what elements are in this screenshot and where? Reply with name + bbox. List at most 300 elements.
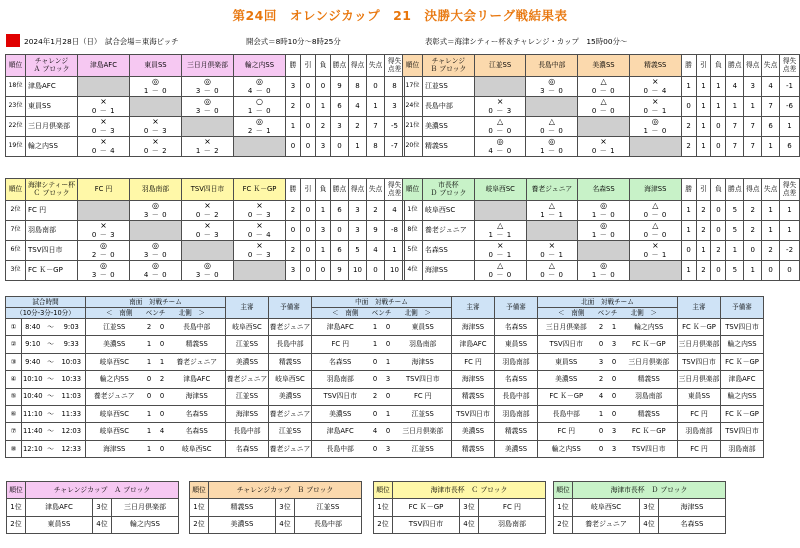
result-cell [474,137,526,157]
court-header: 中面 対戦チーム [312,297,452,308]
final-rank: 4位 [93,516,112,534]
team-stat: 0 [711,137,726,157]
result-cell [526,77,578,97]
stat-header: 得点 [349,55,367,77]
team-stat: 4 [385,201,405,221]
home-score: 2 [143,319,156,336]
reserve-referee: TSV四日市 [721,423,764,440]
match-number: ⑤ [6,388,22,405]
match-tilde: ～ [44,319,58,336]
result-mark: ◎ [600,201,608,210]
team-stat: 1 [696,241,711,261]
match-end: 12:33 [58,440,86,457]
result-score: 0 － 1 [643,107,667,115]
team-stat: 3 [331,117,349,137]
schedule-row [6,423,764,440]
reserve-referee: 羽島南部 [495,405,538,422]
team-stat: 0 [331,221,349,241]
final-rank: 3位 [276,499,295,517]
team-stat: 1 [316,201,331,221]
block-name-line: チャレンジ [34,57,69,66]
self-cell [130,221,182,241]
home-team: 津島AFC [312,423,369,440]
away-team: 精義SS [169,336,226,353]
home-score: 0 [595,336,608,353]
team-header: 岐阜西SC [474,179,526,201]
final-team: 津島AFC [26,499,93,517]
result-cell [78,117,130,137]
result-cell [78,261,130,281]
home-team: 美濃SS [86,336,143,353]
final-team: 長島中部 [295,516,362,534]
team-rank: 23位 [6,97,26,117]
result-cell [130,261,182,281]
team-stat: 2 [744,201,762,221]
result-mark: ◎ [204,261,211,270]
team-stat: 1 [681,261,696,281]
home-team: 輪之内SS [86,371,143,388]
reserve-referee: 羽島南部 [721,440,764,457]
result-cell [182,201,234,221]
league-table [402,54,800,157]
team-name: 東員SS [26,97,78,117]
match-number: ⑧ [6,440,22,457]
match-start: 8:40 [22,319,44,336]
away-score: 0 [382,423,395,440]
team-stat: 5 [726,221,744,241]
away-team: 三日月倶楽部 [395,423,452,440]
team-stat: 1 [681,201,696,221]
team-name: 名森SS [422,241,474,261]
team-name: 輪之内SS [26,137,78,157]
away-team: 三日月倶楽部 [621,353,678,370]
result-mark: ◎ [256,77,263,86]
match-end: 12:03 [58,423,86,440]
team-stat: 5 [726,261,744,281]
final-rank: 2位 [7,516,26,534]
away-team: 輪之内SS [621,319,678,336]
home-score: 0 [369,353,382,370]
team-stat: 0 [744,241,762,261]
reserve-referee: 養老ジュニア [269,440,312,457]
home-team: 名森SS [312,353,369,370]
match-tilde: ～ [44,371,58,388]
corner-label: 順位 [6,55,26,77]
league-row [6,261,405,281]
result-mark: × [548,241,556,250]
team-stat: 6 [780,137,800,157]
team-rank: 20位 [403,137,423,157]
result-score: 0 － 0 [591,107,616,115]
final-team: 海津SS [659,499,726,517]
result-score: 0 － 3 [91,127,116,135]
result-mark: ◎ [651,117,659,126]
team-stat: 2 [286,241,301,261]
result-mark: △ [548,201,555,210]
result-score: 1 － 0 [591,271,616,279]
team-stat: 0 [301,97,316,117]
reserve-referee: 長島中部 [495,388,538,405]
team-name: FC 円 [26,201,78,221]
stat-header: 得失点差 [780,55,800,77]
stat-header: 勝点 [726,55,744,77]
reserve-referee: 美濃SS [495,440,538,457]
result-mark: ◎ [152,77,159,86]
team-stat: 8 [349,77,367,97]
result-mark: ◎ [256,117,263,126]
result-score: 0 － 1 [643,251,667,259]
schedule-row [6,371,764,388]
team-stat: 1 [681,221,696,241]
result-cell [629,241,681,261]
match-end: 9:03 [58,319,86,336]
result-cell [629,117,681,137]
result-cell [234,221,286,241]
final-rank: 2位 [374,516,393,534]
result-score: 0 － 4 [643,87,667,95]
team-stat: 3 [744,77,762,97]
home-team: TSV四日市 [312,388,369,405]
self-cell [182,241,234,261]
reserve-referee: 江並SS [269,423,312,440]
reserve-referee: 長島中部 [269,336,312,353]
red-marker [6,34,20,47]
team-stat: 3 [316,221,331,241]
league-row [6,137,405,157]
away-score: 0 [156,336,169,353]
team-stat: 9 [331,77,349,97]
home-team: 岐阜西SC [86,423,143,440]
final-row [7,499,179,517]
away-team: 海津SS [395,353,452,370]
stat-header: 引 [301,179,316,201]
team-name: FC Ｋ－GP [26,261,78,281]
team-header: 東員SS [130,55,182,77]
result-cell [526,201,578,221]
reserve-referee: 名森SS [495,371,538,388]
final-rank: 3位 [640,499,659,517]
final-row [554,516,726,534]
team-stat: 9 [367,221,385,241]
result-mark: × [204,201,211,210]
team-stat: 2 [286,97,301,117]
home-score: 0 [143,388,156,405]
team-stat: 0 [316,261,331,281]
result-score: 1 － 0 [143,87,168,95]
result-mark: △ [548,261,555,270]
result-mark: △ [652,201,659,210]
result-cell [578,261,630,281]
team-stat: 8 [385,77,405,97]
final-team: FC 円 [479,499,546,517]
result-mark: × [496,241,504,250]
team-stat: -6 [780,97,800,117]
home-score: 1 [369,319,382,336]
league-row [6,97,405,117]
reserve-referee: TSV四日市 [721,319,764,336]
result-cell [78,241,130,261]
team-header: 長島中部 [526,55,578,77]
away-team: 江並SS [395,440,452,457]
team-header: 美濃SS [578,55,630,77]
match-start: 9:10 [22,336,44,353]
reserve-referee: 精義SS [495,423,538,440]
home-team: 江並SS [86,319,143,336]
self-cell [234,261,286,281]
home-score: 1 [143,405,156,422]
final-block-title: 海津市長杯 Ｃ ブロック [393,482,546,499]
team-stat: 0 [286,137,301,157]
team-stat: 3 [349,221,367,241]
result-cell [474,97,526,117]
result-score: 2 － 0 [91,251,116,259]
result-score: 4 － 0 [143,271,168,279]
team-header: 江並SS [474,55,526,77]
result-mark: × [651,97,659,106]
team-stat: 1 [385,241,405,261]
league-table [402,178,800,281]
away-score: 0 [156,440,169,457]
team-stat: 3 [316,137,331,157]
match-start: 10:40 [22,388,44,405]
referee: 羽島南部 [678,423,721,440]
stat-header: 失点 [762,179,780,201]
corner-label: 順位 [7,482,26,499]
team-rank: 18位 [6,77,26,97]
team-name: 養老ジュニア [422,221,474,241]
team-stat: 1 [696,77,711,97]
team-stat: 1 [367,97,385,117]
stat-header: 失点 [762,55,780,77]
page-title: 第24回 オレンジカップ 21 決勝大会リーグ戦結果表 [232,8,568,23]
corner-label: 順位 [6,179,26,201]
block-name-line: 海津シティー杯 [27,181,76,190]
match-end: 9:33 [58,336,86,353]
final-rank: 2位 [190,516,209,534]
league-row [403,221,800,241]
corner-label: 順位 [554,482,573,499]
referee: TSV四日市 [452,405,495,422]
team-stat: 0 [367,261,385,281]
team-stat: 0 [301,241,316,261]
home-score: 2 [595,319,608,336]
team-stat: 6 [331,241,349,261]
league-table [5,178,405,281]
result-score: 0 － 1 [540,251,564,259]
away-score: 0 [608,388,621,405]
team-stat: 0 [681,241,696,261]
block-name [422,179,474,201]
final-rank: 4位 [460,516,479,534]
away-score: 3 [382,371,395,388]
final-team: 輪之内SS [112,516,179,534]
team-stat: 1 [681,77,696,97]
result-score: 0 － 3 [488,107,512,115]
result-cell [182,137,234,157]
away-score: 0 [608,371,621,388]
home-score: 0 [595,423,608,440]
final-rank: 3位 [460,499,479,517]
reserve-header: 予備審 [721,297,764,319]
team-name: 精義SS [422,137,474,157]
team-rank: 21位 [403,117,423,137]
final-rank: 3位 [93,499,112,517]
away-score: 0 [156,388,169,405]
block-name-line: チャレンジ [431,57,466,66]
reserve-referee: 東員SS [495,336,538,353]
team-name: 長島中部 [422,97,474,117]
reserve-referee: FC Ｋ－GP [721,353,764,370]
league-row [6,201,405,221]
court-header: 北面 対戦チーム [538,297,678,308]
team-stat: 1 [780,117,800,137]
home-score: 1 [143,440,156,457]
result-cell [234,201,286,221]
team-header: TSV四日市 [182,179,234,201]
reserve-referee: 名森SS [495,319,538,336]
league-table [5,54,405,157]
final-rank: 4位 [640,516,659,534]
away-team: 江並SS [395,405,452,422]
team-stat: 0 [711,221,726,241]
home-team: 海津SS [86,440,143,457]
final-rank: 2位 [554,516,573,534]
result-mark: × [152,117,159,126]
team-stat: 4 [762,77,780,97]
result-score: 4 － 0 [247,87,272,95]
league-row [403,201,800,221]
result-cell [234,117,286,137]
result-mark: × [256,201,263,210]
team-stat: 0 [780,261,800,281]
reserve-referee: 津島AFC [721,371,764,388]
team-stat: 1 [696,117,711,137]
match-number: ⑦ [6,423,22,440]
stat-header: 得失点差 [385,55,405,77]
final-block-title: チャレンジカップ Ｂ ブロック [209,482,362,499]
team-stat: 1 [349,137,367,157]
away-team: 名森SS [169,405,226,422]
result-cell [578,201,630,221]
date-venue: 2024年1月28日（日） 試合会場＝東海ピッチ [24,37,179,46]
result-cell [474,221,526,241]
result-mark: △ [600,97,607,106]
team-name: TSV四日市 [26,241,78,261]
result-score: 1 － 0 [591,211,616,219]
stat-header: 負 [711,179,726,201]
result-score: 0 － 0 [488,127,512,135]
team-stat: 1 [780,201,800,221]
result-score: 0 － 0 [591,87,616,95]
final-standings-table [6,481,179,534]
team-stat: 0 [301,117,316,137]
team-stat: 6 [331,201,349,221]
match-tilde: ～ [44,353,58,370]
corner-label: 順位 [374,482,393,499]
final-team: 岐阜西SC [573,499,640,517]
final-standings-table [189,481,362,534]
team-rank: 6位 [6,241,26,261]
result-mark: ○ [256,97,263,106]
match-tilde: ～ [44,388,58,405]
league-row [403,77,800,97]
referee: 美濃SS [452,423,495,440]
self-cell [578,117,630,137]
result-cell [474,261,526,281]
result-score: 0 － 2 [143,147,168,155]
referee: 江並SS [226,388,269,405]
match-start: 12:10 [22,440,44,457]
team-stat: 1 [696,97,711,117]
away-score: 2 [156,371,169,388]
team-stat: 9 [331,261,349,281]
match-number: ③ [6,353,22,370]
team-stat: 1 [762,137,780,157]
team-stat: 7 [726,117,744,137]
block-name-line: Ｂ ブロック [430,64,467,73]
result-cell [578,137,630,157]
match-end: 10:33 [58,371,86,388]
team-stat: 2 [762,241,780,261]
away-score: 4 [156,423,169,440]
final-block-title: チャレンジカップ Ａ ブロック [26,482,179,499]
home-team: FC 円 [312,336,369,353]
away-team: 養老ジュニア [169,353,226,370]
stat-header: 失点 [367,179,385,201]
self-cell [182,117,234,137]
team-stat: 4 [349,97,367,117]
home-team: 養老ジュニア [86,388,143,405]
self-cell [526,97,578,117]
away-team: 精義SS [621,405,678,422]
result-score: 0 － 2 [195,211,220,219]
match-start: 10:10 [22,371,44,388]
team-name: 江並SS [422,77,474,97]
team-stat: 0 [711,261,726,281]
referee: 海津SS [452,319,495,336]
stat-header: 引 [301,55,316,77]
result-score: 0 － 0 [643,211,667,219]
team-rank: 22位 [6,117,26,137]
court-header: 南面 対戦チーム [86,297,226,308]
league-row [403,97,800,117]
team-stat: 6 [762,117,780,137]
result-cell [78,221,130,241]
reserve-referee: 輪之内SS [721,336,764,353]
away-score: 1 [382,405,395,422]
away-team: FC Ｋ－GP [621,336,678,353]
result-cell [526,261,578,281]
result-cell [629,77,681,97]
block-name-line: Ｄ ブロック [430,188,467,197]
result-score: 3 － 0 [91,271,116,279]
result-score: 0 － 3 [91,231,116,239]
result-mark: ◎ [548,137,556,146]
team-header: 羽島南部 [130,179,182,201]
team-stat: 0 [331,137,349,157]
away-team: 岐阜西SC [169,440,226,457]
team-header: 海津SS [629,179,681,201]
result-cell [234,77,286,97]
home-score: 2 [369,388,382,405]
result-score: 0 － 0 [540,127,564,135]
team-stat: 2 [696,261,711,281]
result-score: 0 － 0 [488,271,512,279]
final-row [190,499,362,517]
home-score: 0 [143,371,156,388]
team-stat: 1 [726,241,744,261]
bench-subheader: ＜ 南側 ベンチ 北側 ＞ [312,308,452,319]
